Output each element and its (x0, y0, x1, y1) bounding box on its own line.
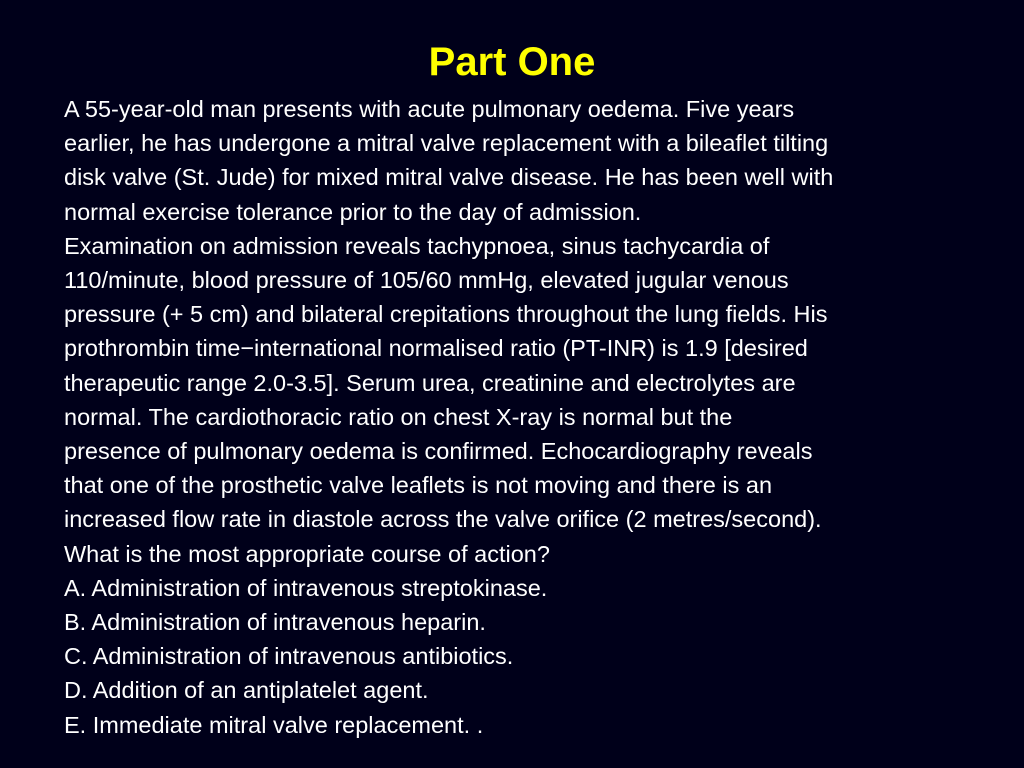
question-line: What is the most appropriate course of action? (64, 540, 550, 567)
case-line: A 55-year-old man presents with acute pulmonary oedema. Five years (64, 96, 795, 122)
option-e: E. Immediate mitral valve replacement. . (64, 711, 484, 738)
option-a: A. Administration of intravenous streptokinase. (64, 574, 548, 601)
examination-line: 110/minute, blood pressure of 105/60 mmHg, elevated jugular venous (64, 267, 789, 294)
case-line: earlier, he has undergone a mitral valve replacement with a bileaflet tilting (64, 130, 829, 157)
slide-title: Part One (428, 40, 596, 84)
slide-body (64, 92, 1004, 742)
case-line: normal exercise tolerance prior to the day of admission. (64, 198, 642, 225)
examination-line: that one of the prosthetic valve leaflets is not moving and there is an (64, 472, 773, 499)
examination-line: presence of pulmonary oedema is confirmed. Echocardiography reveals (64, 438, 813, 465)
examination-line: pressure (+ 5 cm) and bilateral crepitations throughout the lung fields. His (64, 301, 828, 328)
examination-line: normal. The cardiothoracic ratio on chest X-ray is normal but the (64, 403, 733, 430)
option-b: B. Administration of intravenous heparin. (64, 609, 486, 636)
examination-line: prothrombin time−international normalised ratio (PT-INR) is 1.9 [desired (64, 335, 808, 362)
option-c: C. Administration of intravenous antibiotics. (64, 643, 514, 670)
examination-line: Examination on admission reveals tachypnoea, sinus tachycardia of (64, 232, 770, 259)
case-line: disk valve (St. Jude) for mixed mitral valve disease. He has been well with (64, 164, 834, 191)
option-d: D. Addition of an antiplatelet agent. (64, 677, 429, 704)
examination-line: increased flow rate in diastole across the valve orifice (2 metres/second). (64, 506, 822, 533)
examination-line: therapeutic range 2.0-3.5]. Serum urea, creatinine and electrolytes are (64, 369, 796, 396)
